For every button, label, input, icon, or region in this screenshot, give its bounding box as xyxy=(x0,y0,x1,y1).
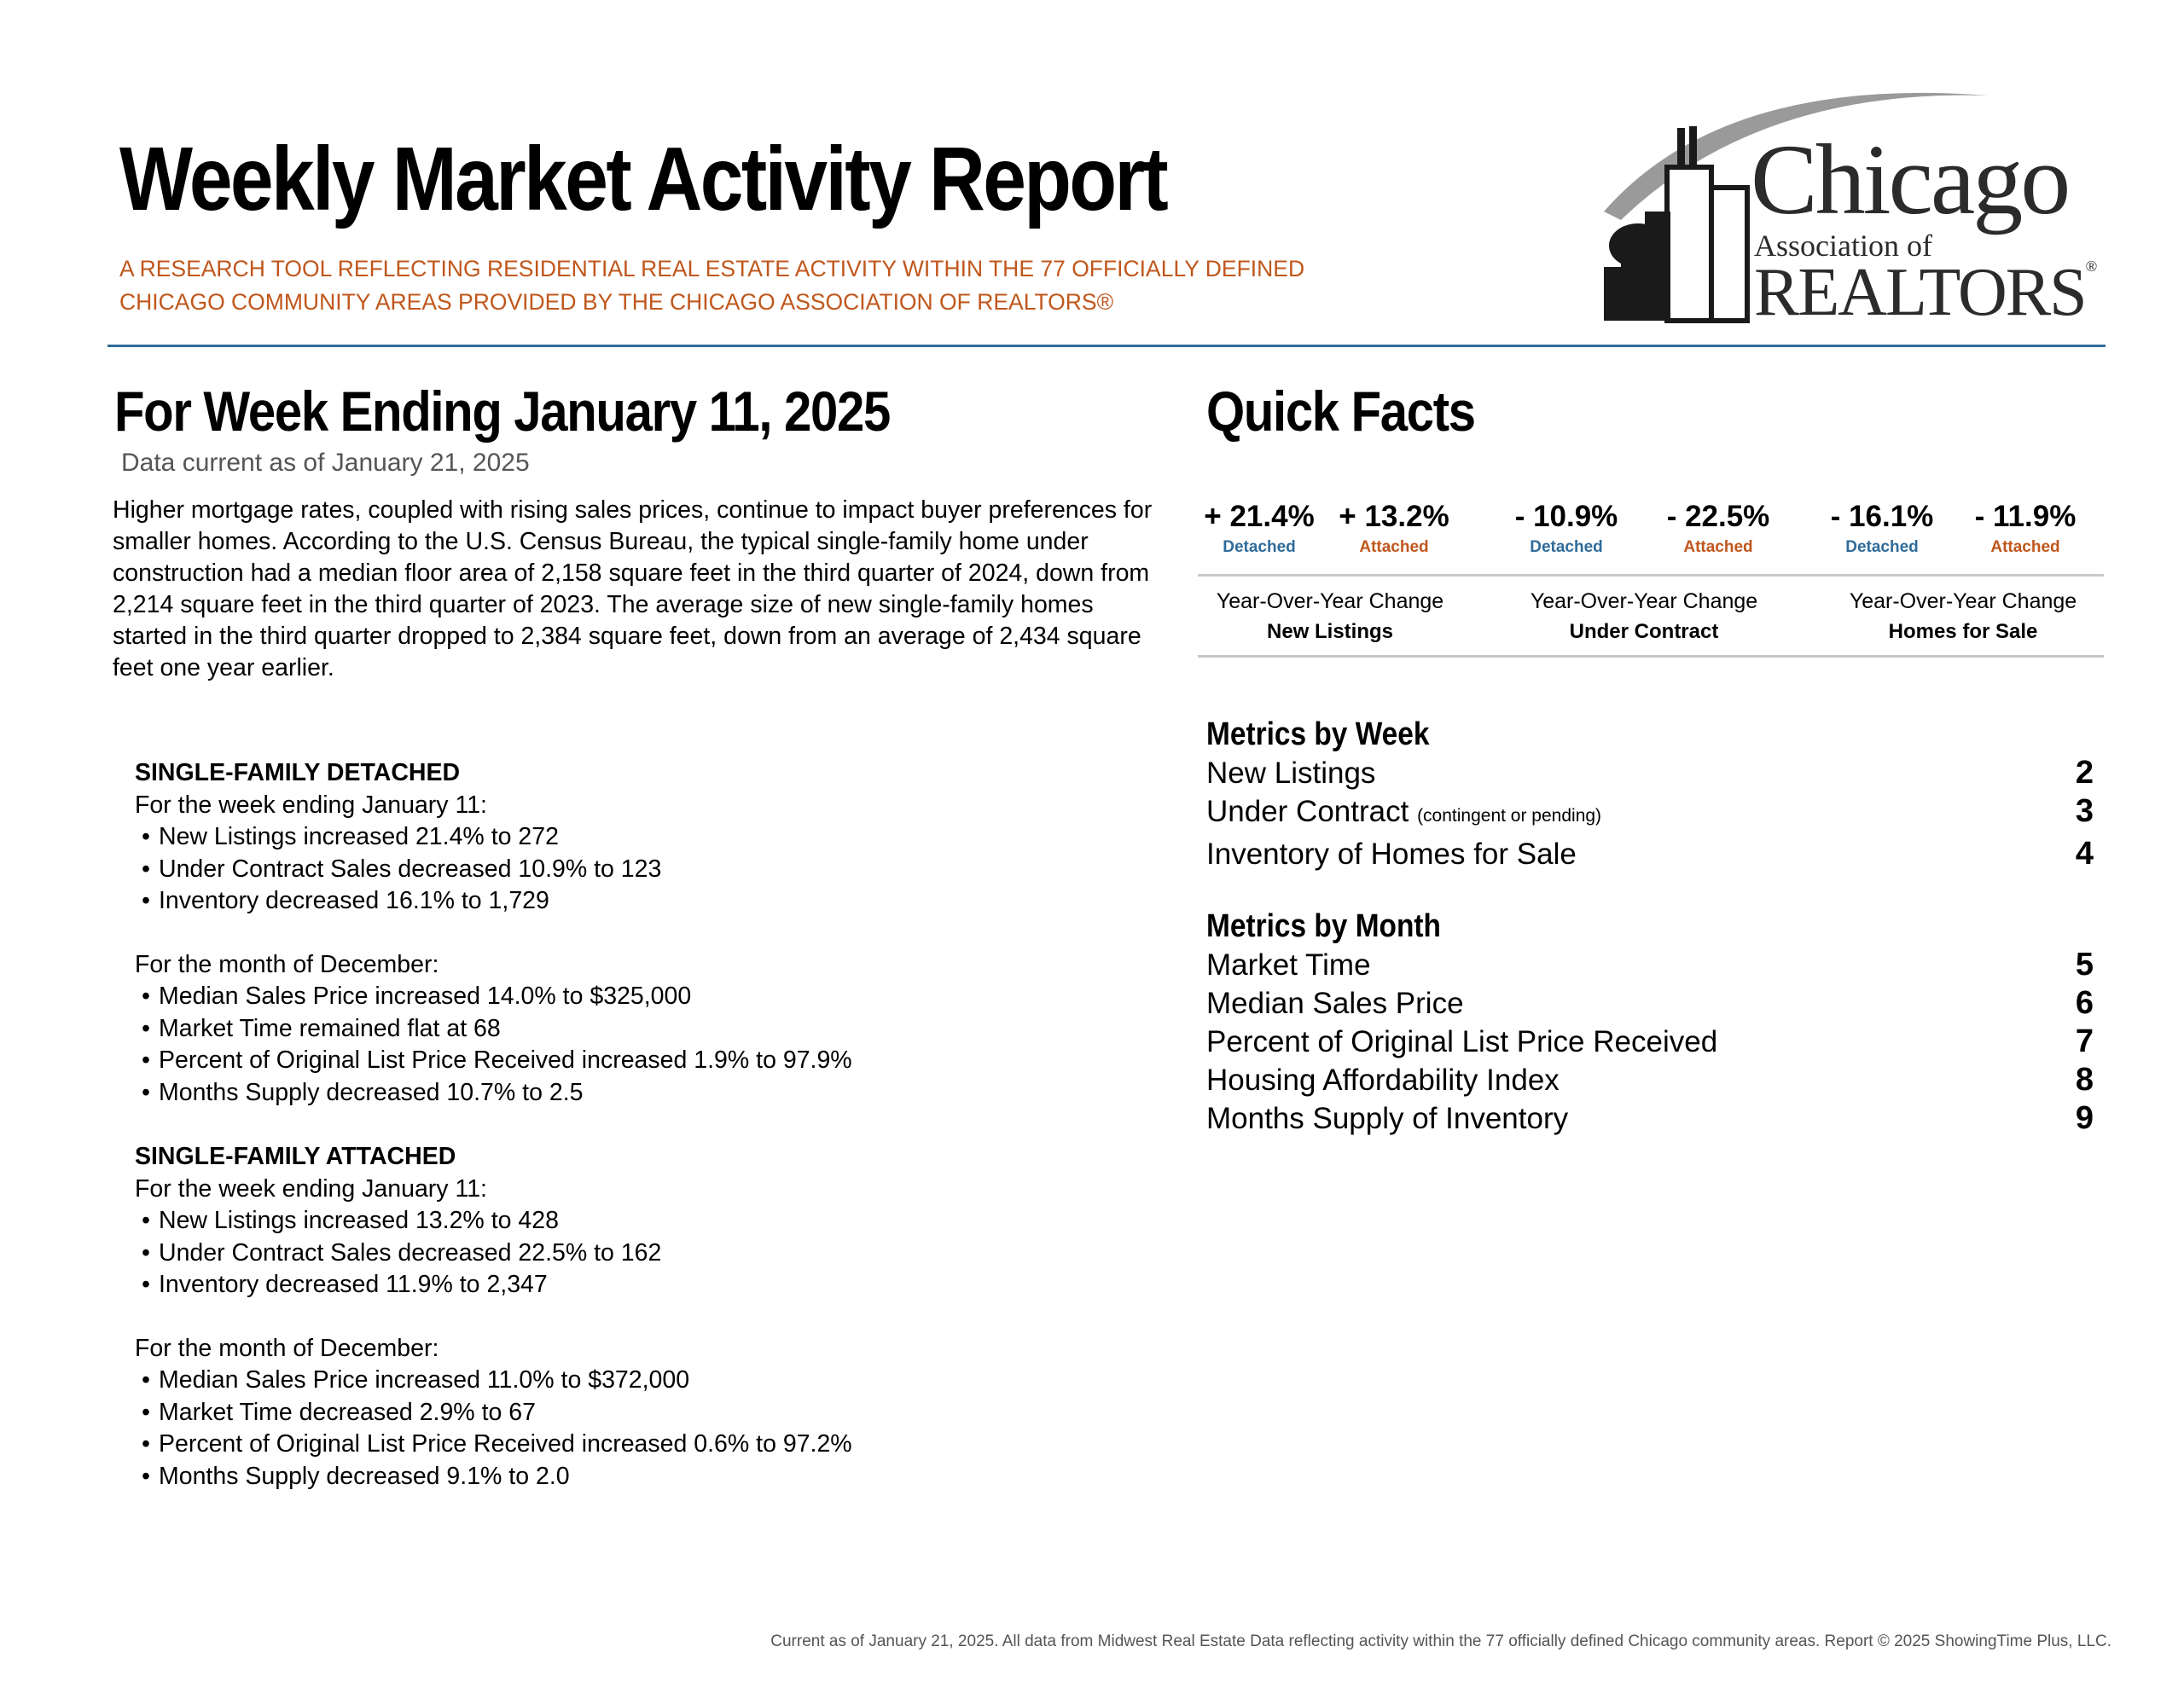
metric-page-number: 6 xyxy=(2075,985,2094,1021)
list-item: • Median Sales Price increased 14.0% to $325,000 xyxy=(135,981,1116,1013)
metrics-week-heading: Metrics by Week xyxy=(1206,716,1430,752)
list-item: • Months Supply decreased 10.7% to 2.5 xyxy=(135,1077,1116,1110)
qf-caption-line1: Year-Over-Year Change xyxy=(1849,589,2077,613)
quick-facts-heading: Quick Facts xyxy=(1206,380,1475,443)
subtitle-line-1: A RESEARCH TOOL REFLECTING RESIDENTIAL REAL ESTATE ACTIVITY WITHIN THE 77 OFFICIALLY DEFINED xyxy=(119,256,1305,281)
chicago-realtors-logo xyxy=(1587,84,2099,330)
metric-row-inventory[interactable] xyxy=(1206,835,2094,873)
detached-section xyxy=(135,757,1116,1109)
metric-row-pct-list-price[interactable] xyxy=(1206,1023,2094,1061)
header-divider xyxy=(107,345,2106,347)
metric-label: Market Time xyxy=(1206,948,1371,982)
qf-under-contract-attached xyxy=(1658,499,1778,560)
metric-page-number: 4 xyxy=(2075,836,2094,872)
subtitle-line-2: CHICAGO COMMUNITY AREAS PROVIDED BY THE CHICAGO ASSOCIATION OF REALTORS® xyxy=(119,289,1114,315)
metric-row-new-listings[interactable] xyxy=(1206,754,2094,792)
attached-week-intro: For the week ending January 11: xyxy=(135,1174,487,1203)
week-ending-heading: For Week Ending January 11, 2025 xyxy=(114,380,890,443)
metric-row-under-contract[interactable] xyxy=(1206,792,2094,835)
metric-label: Percent of Original List Price Received xyxy=(1206,1025,1718,1058)
metric-row-months-supply[interactable] xyxy=(1206,1099,2094,1138)
list-item: • Inventory decreased 11.9% to 2,347 xyxy=(135,1269,1116,1301)
qf-value: - 10.9% xyxy=(1514,500,1618,533)
qf-value: - 11.9% xyxy=(1974,500,2077,533)
list-item: • Under Contract Sales decreased 10.9% to 123 xyxy=(135,854,1116,886)
qf-label: Attached xyxy=(1683,538,1753,556)
logo-realtors xyxy=(1754,255,2098,330)
list-item: • Market Time remained flat at 68 xyxy=(135,1013,1116,1046)
intro-paragraph: Higher mortgage rates, coupled with rising sales prices, continue to impact buyer preferences for smaller homes. According to the U.S. Census Bureau, the typical single-family home under construction had a median floor area of 2,158 square feet in the third quarter of 2024, down from 2,214 square feet in the third quarter of 2023. The average size of new single-family homes started in the third quarter dropped to 2,384 square feet, down from an average of 2,434 square feet one year earlier. xyxy=(113,496,1153,681)
quick-facts-divider-bottom xyxy=(1198,655,2104,658)
metric-label: Median Sales Price xyxy=(1206,987,1464,1020)
metrics-by-week xyxy=(1206,715,2094,873)
report-subtitle xyxy=(119,252,1304,319)
qf-value: + 21.4% xyxy=(1204,500,1315,533)
detached-heading: SINGLE-FAMILY DETACHED xyxy=(135,759,461,786)
metrics-by-month xyxy=(1206,907,2094,1138)
metric-label-text: Under Contract xyxy=(1206,795,1409,828)
metric-row-market-time[interactable] xyxy=(1206,946,2094,984)
qf-label: Detached xyxy=(1223,538,1296,556)
detached-month-intro: For the month of December: xyxy=(135,950,439,978)
logo-registered-mark: ® xyxy=(2085,258,2098,275)
qf-label: Attached xyxy=(1990,538,2060,556)
data-current-note: Data current as of January 21, 2025 xyxy=(121,449,530,477)
detached-week-list xyxy=(135,821,1116,918)
metric-page-number: 2 xyxy=(2075,755,2094,791)
list-item: • Percent of Original List Price Received increased 1.9% to 97.9% xyxy=(135,1045,1116,1077)
metric-label xyxy=(1206,754,1375,792)
logo-realtors-text: REALTORS xyxy=(1754,255,2086,330)
attached-section xyxy=(135,1141,1116,1493)
metric-label: Housing Affordability Index xyxy=(1206,1064,1560,1097)
list-item: • Median Sales Price increased 11.0% to $372,000 xyxy=(135,1365,1116,1397)
qf-value: - 16.1% xyxy=(1830,500,1934,533)
metric-label-text: New Listings xyxy=(1206,757,1376,790)
quick-facts-divider-top xyxy=(1198,574,2104,577)
metric-row-affordability[interactable] xyxy=(1206,1061,2094,1099)
detached-week-intro: For the week ending January 11: xyxy=(135,791,487,819)
qf-label: Detached xyxy=(1845,538,1919,556)
report-title: Weekly Market Activity Report xyxy=(119,129,1167,229)
attached-month-intro: For the month of December: xyxy=(135,1334,439,1362)
qf-homes-for-sale-attached xyxy=(1966,499,2085,560)
metric-row-median-sales-price[interactable] xyxy=(1206,984,2094,1023)
metric-label xyxy=(1206,792,1601,835)
footer-note: Current as of January 21, 2025. All data from Midwest Real Estate Data reflecting activity within the 77 officially defined Chicago community areas. Report © 2025 ShowingTime Plus, LLC. xyxy=(770,1632,2111,1650)
metric-label: Months Supply of Inventory xyxy=(1206,1102,1569,1135)
qf-caption-new-listings xyxy=(1189,587,1471,646)
detached-month-list xyxy=(135,981,1116,1109)
metric-page-number: 7 xyxy=(2075,1023,2094,1059)
logo-association-of: Association of xyxy=(1754,229,1932,263)
metric-page-number: 9 xyxy=(2075,1100,2094,1136)
qf-value: + 13.2% xyxy=(1339,500,1449,533)
qf-label: Attached xyxy=(1359,538,1429,556)
metric-label-text: Inventory of Homes for Sale xyxy=(1206,838,1577,871)
attached-month-list xyxy=(135,1365,1116,1493)
metric-page-number: 8 xyxy=(2075,1062,2094,1098)
qf-caption-line2: New Listings xyxy=(1266,620,1394,643)
metric-note: (contingent or pending) xyxy=(1417,806,1602,826)
attached-week-list xyxy=(135,1205,1116,1301)
qf-caption-homes-for-sale xyxy=(1822,587,2104,646)
qf-homes-for-sale-detached xyxy=(1822,499,1942,560)
qf-caption-line2: Under Contract xyxy=(1569,620,1719,643)
metric-page-number: 3 xyxy=(2075,793,2094,829)
qf-label: Detached xyxy=(1530,538,1603,556)
metric-page-number: 5 xyxy=(2075,947,2094,983)
qf-caption-under-contract xyxy=(1503,587,1785,646)
metric-label xyxy=(1206,835,1577,873)
list-item: • Months Supply decreased 9.1% to 2.0 xyxy=(135,1461,1116,1493)
qf-value: - 22.5% xyxy=(1666,500,1770,533)
attached-heading: SINGLE-FAMILY ATTACHED xyxy=(135,1143,456,1170)
qf-new-listings-detached xyxy=(1199,499,1319,560)
qf-new-listings-attached xyxy=(1334,499,1454,560)
logo-word-chicago: Chicago xyxy=(1751,124,2069,235)
metrics-month-heading: Metrics by Month xyxy=(1206,908,1441,944)
qf-caption-line1: Year-Over-Year Change xyxy=(1216,589,1444,613)
list-item: • New Listings increased 21.4% to 272 xyxy=(135,821,1116,854)
qf-under-contract-detached xyxy=(1507,499,1626,560)
quick-facts-values xyxy=(1198,499,2104,576)
qf-caption-line1: Year-Over-Year Change xyxy=(1530,589,1758,613)
list-item: • Inventory decreased 16.1% to 1,729 xyxy=(135,885,1116,918)
list-item: • Percent of Original List Price Received increased 0.6% to 97.2% xyxy=(135,1429,1116,1461)
qf-caption-line2: Homes for Sale xyxy=(1888,620,2038,643)
list-item: • New Listings increased 13.2% to 428 xyxy=(135,1205,1116,1238)
list-item: • Market Time decreased 2.9% to 67 xyxy=(135,1397,1116,1429)
list-item: • Under Contract Sales decreased 22.5% to 162 xyxy=(135,1238,1116,1270)
